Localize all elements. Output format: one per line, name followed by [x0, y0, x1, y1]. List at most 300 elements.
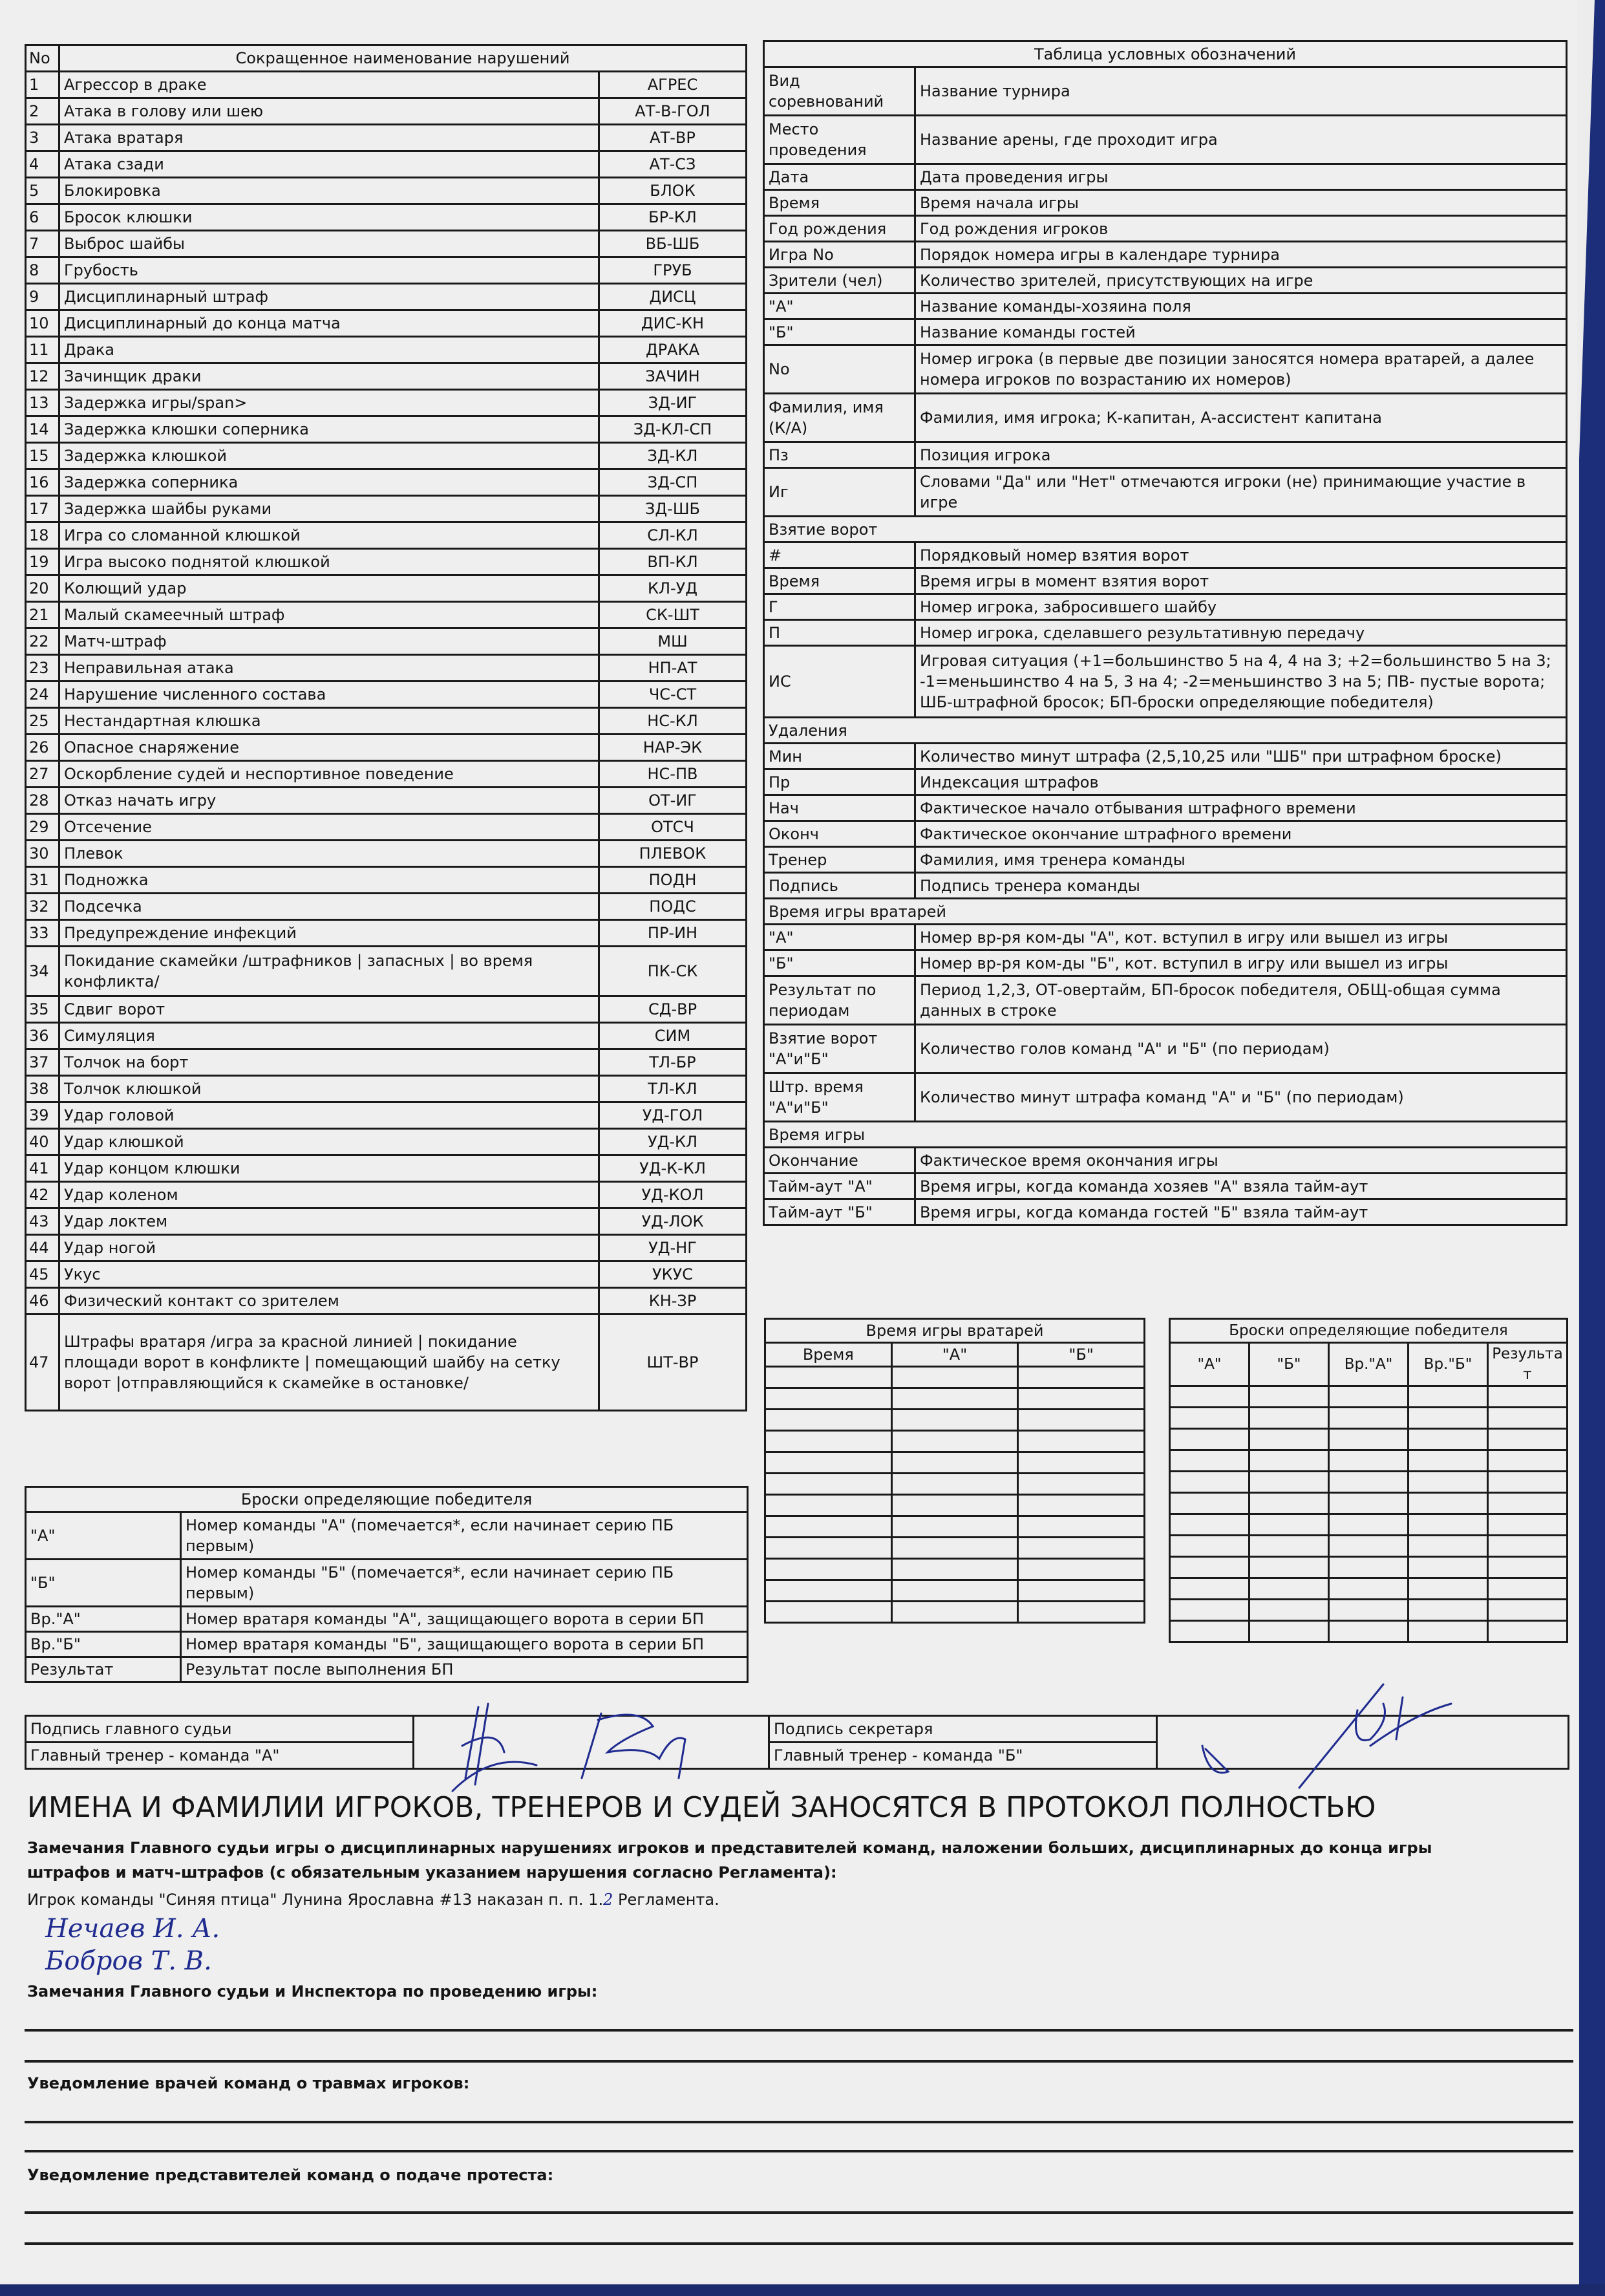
goalie-time-row — [765, 1580, 1145, 1602]
violation-row — [26, 867, 747, 894]
violation-number: 28 — [26, 788, 59, 814]
violation-code: ШТ-ВР — [599, 1314, 747, 1411]
legend-key: Время — [764, 190, 915, 216]
shootout-cell[interactable] — [1170, 1536, 1249, 1557]
disciplinary-text-printed: Игрок команды "Синяя птица" Лунина Ярославна #13 наказан п. п. 1. — [27, 1891, 604, 1909]
violation-number: 29 — [26, 814, 59, 841]
signature-field-referee-coach-a[interactable] — [414, 1716, 769, 1769]
shootout-row — [1170, 1536, 1568, 1557]
violation-code: НС-КЛ — [599, 708, 747, 735]
legend-section-title: Взятие ворот — [764, 517, 1567, 542]
legend-key: "Б" — [764, 950, 915, 976]
legend-row — [764, 847, 1567, 873]
violation-name: Неправильная атака — [59, 655, 599, 681]
violation-number: 12 — [26, 363, 59, 390]
shootout-cell[interactable] — [1408, 1408, 1488, 1429]
legend-value: Фактическое время окончания игры — [915, 1148, 1567, 1174]
shootout-cell[interactable] — [1170, 1408, 1249, 1429]
goalie-time-cell[interactable] — [765, 1367, 892, 1388]
shootout-cell[interactable] — [1249, 1386, 1329, 1408]
goalie-time-cell[interactable] — [891, 1602, 1018, 1623]
injury-notice-line-2[interactable] — [25, 2150, 1573, 2152]
legend-key: Игра No — [764, 242, 915, 268]
legend-row — [764, 1174, 1567, 1199]
legend-row — [764, 394, 1567, 442]
goalie-time-cell[interactable] — [1018, 1538, 1145, 1559]
background-edge — [1579, 0, 1605, 2296]
legend-row — [764, 190, 1567, 216]
shootout-cell[interactable] — [1329, 1472, 1408, 1493]
shootout-grid — [1169, 1318, 1568, 1643]
handwritten-name-2: Бобров Т. В. — [45, 1946, 212, 1976]
violation-name: Задержка соперника — [59, 469, 599, 496]
shootout-cell[interactable] — [1488, 1600, 1568, 1621]
shootout-cell[interactable] — [1249, 1514, 1329, 1536]
goalie-time-cell[interactable] — [1018, 1474, 1145, 1495]
violation-code: АТ-В-ГОЛ — [599, 98, 747, 125]
shootout-cell[interactable] — [1488, 1408, 1568, 1429]
goalie-time-cell[interactable] — [765, 1431, 892, 1452]
legend-key: Тайм-аут "А" — [764, 1174, 915, 1199]
goalie-time-column-header: Время — [765, 1343, 892, 1367]
violation-row — [26, 390, 747, 416]
shootout-cell[interactable] — [1249, 1600, 1329, 1621]
violation-number: 3 — [26, 125, 59, 151]
legend-value: Индексация штрафов — [915, 769, 1567, 795]
goalie-time-cell[interactable] — [891, 1367, 1018, 1388]
goalie-time-cell[interactable] — [1018, 1580, 1145, 1602]
violation-row — [26, 1208, 747, 1235]
legend-value: Время игры в момент взятия ворот — [915, 568, 1567, 594]
shootout-legend-row — [26, 1632, 748, 1657]
violation-name: Атака сзади — [59, 151, 599, 178]
shootout-cell[interactable] — [1249, 1578, 1329, 1600]
violation-row — [26, 788, 747, 814]
shootout-cell[interactable] — [1170, 1386, 1249, 1408]
violation-name: Удар коленом — [59, 1182, 599, 1208]
shootout-cell[interactable] — [1408, 1386, 1488, 1408]
shootout-cell[interactable] — [1408, 1429, 1488, 1450]
shootout-cell[interactable] — [1408, 1493, 1488, 1514]
violation-code: ЗАЧИН — [599, 363, 747, 390]
violation-number: 26 — [26, 735, 59, 761]
shootout-cell[interactable] — [1408, 1536, 1488, 1557]
violations-body — [26, 72, 747, 1411]
shootout-cell[interactable] — [1488, 1386, 1568, 1408]
goalie-time-row — [765, 1516, 1145, 1538]
coach-b-label: Главный тренер - команда "Б" — [769, 1743, 1157, 1769]
violation-name: Опасное снаряжение — [59, 735, 599, 761]
violation-row — [26, 257, 747, 284]
violation-code: ПР-ИН — [599, 920, 747, 947]
shootout-cell[interactable] — [1170, 1600, 1249, 1621]
shootout-cell[interactable] — [1329, 1429, 1408, 1450]
violation-code: ВБ-ШБ — [599, 231, 747, 257]
shootout-cell[interactable] — [1249, 1536, 1329, 1557]
legend-row — [764, 242, 1567, 268]
violation-name: Симуляция — [59, 1023, 599, 1049]
legend-key: Нач — [764, 795, 915, 821]
shootout-cell[interactable] — [1329, 1578, 1408, 1600]
goalie-time-cell[interactable] — [765, 1452, 892, 1474]
violation-name: Драка — [59, 337, 599, 363]
violation-row — [26, 178, 747, 204]
goalie-time-cell[interactable] — [1018, 1452, 1145, 1474]
goalie-time-cell[interactable] — [1018, 1602, 1145, 1623]
violation-row — [26, 72, 747, 98]
violation-row — [26, 416, 747, 443]
goalie-time-cell[interactable] — [765, 1495, 892, 1516]
violation-row — [26, 337, 747, 363]
violation-name: Предупреждение инфекций — [59, 920, 599, 947]
violation-number: 22 — [26, 628, 59, 655]
goalie-time-row — [765, 1474, 1145, 1495]
legend-row — [764, 468, 1567, 517]
violations-table — [25, 44, 747, 1411]
goalie-time-cell[interactable] — [891, 1431, 1018, 1452]
violation-number: 13 — [26, 390, 59, 416]
violation-name: Удар локтем — [59, 1208, 599, 1235]
violation-number: 44 — [26, 1235, 59, 1261]
shootout-cell[interactable] — [1249, 1493, 1329, 1514]
goalie-time-cell[interactable] — [765, 1559, 892, 1580]
legend-value: Игровая ситуация (+1=большинство 5 на 4, 4 на 3; +2=большинство 5 на 3; -1=меньшинство 4 на 5, 3 на 4; -2=меньшинство 3 на 5; ПВ- пустые ворота; ШБ-штрафной бросок; БП-броски определяющие победителя) — [915, 646, 1567, 718]
violation-code: ТЛ-КЛ — [599, 1076, 747, 1102]
violation-row — [26, 1182, 747, 1208]
shootout-row — [1170, 1472, 1568, 1493]
shootout-legend-table — [25, 1486, 749, 1683]
violation-row — [26, 549, 747, 575]
shootout-cell[interactable] — [1488, 1557, 1568, 1578]
violation-code: УД-КОЛ — [599, 1182, 747, 1208]
goalie-time-cell[interactable] — [1018, 1495, 1145, 1516]
shootout-cell[interactable] — [1488, 1450, 1568, 1472]
goalie-time-cell[interactable] — [1018, 1559, 1145, 1580]
shootout-column-header: "Б" — [1249, 1343, 1329, 1386]
shootout-legend-value: Результат после выполнения БП — [181, 1657, 748, 1682]
legend-row — [764, 268, 1567, 294]
violation-number: 16 — [26, 469, 59, 496]
shootout-cell[interactable] — [1408, 1450, 1488, 1472]
goalie-time-cell[interactable] — [765, 1388, 892, 1410]
goalie-time-cell[interactable] — [891, 1388, 1018, 1410]
shootout-cell[interactable] — [1408, 1514, 1488, 1536]
legend-key: Дата — [764, 164, 915, 190]
violation-number: 41 — [26, 1155, 59, 1182]
violation-row — [26, 655, 747, 681]
violation-row — [26, 1261, 747, 1288]
legend-value: Название арены, где проходит игра — [915, 116, 1567, 164]
shootout-cell[interactable] — [1488, 1514, 1568, 1536]
disciplinary-text-handwritten: 2 — [603, 1891, 613, 1909]
inspector-remarks-line-2[interactable] — [25, 2060, 1573, 2063]
violation-name: Задержка игры/span> — [59, 390, 599, 416]
goalie-time-cell[interactable] — [891, 1580, 1018, 1602]
shootout-cell[interactable] — [1488, 1472, 1568, 1493]
shootout-cell[interactable] — [1249, 1408, 1329, 1429]
violation-code: НП-АТ — [599, 655, 747, 681]
violation-code: МШ — [599, 628, 747, 655]
injury-notice-line-1[interactable] — [25, 2121, 1573, 2123]
shootout-cell[interactable] — [1170, 1493, 1249, 1514]
shootout-grid-title: Броски определяющие победителя — [1170, 1319, 1568, 1343]
goalie-time-cell[interactable] — [1018, 1410, 1145, 1431]
legend-key: Фамилия, имя (К/А) — [764, 394, 915, 442]
violation-row — [26, 761, 747, 788]
violation-row — [26, 496, 747, 522]
goalie-time-body — [765, 1367, 1145, 1623]
shootout-cell[interactable] — [1170, 1578, 1249, 1600]
violation-row — [26, 1023, 747, 1049]
shootout-cell[interactable] — [1329, 1514, 1408, 1536]
violation-code: ПЛЕВОК — [599, 841, 747, 867]
violation-code: ВП-КЛ — [599, 549, 747, 575]
legend-row — [764, 216, 1567, 242]
shootout-cell[interactable] — [1329, 1386, 1408, 1408]
shootout-cell[interactable] — [1329, 1536, 1408, 1557]
shootout-cell[interactable] — [1249, 1557, 1329, 1578]
goalie-time-row — [765, 1495, 1145, 1516]
legend-key: Иг — [764, 468, 915, 517]
chief-referee-signature-label: Подпись главного судьи — [26, 1716, 414, 1743]
violation-number: 25 — [26, 708, 59, 735]
shootout-legend-row — [26, 1607, 748, 1632]
shootout-cell[interactable] — [1170, 1429, 1249, 1450]
legend-value: Порядок номера игры в календаре турнира — [915, 242, 1567, 268]
violation-code: ЗД-КЛ-СП — [599, 416, 747, 443]
violation-code: ЗД-КЛ — [599, 443, 747, 469]
shootout-legend-row — [26, 1512, 748, 1560]
shootout-cell[interactable] — [1170, 1514, 1249, 1536]
goalie-time-header-row — [765, 1343, 1145, 1367]
violation-number: 20 — [26, 575, 59, 602]
legend-value: Порядковый номер взятия ворот — [915, 542, 1567, 568]
violation-name: Удар головой — [59, 1102, 599, 1129]
violation-row — [26, 443, 747, 469]
shootout-legend-key: "Б" — [26, 1560, 181, 1607]
legend-value: Фактическое начало отбывания штрафного времени — [915, 795, 1567, 821]
violation-number: 45 — [26, 1261, 59, 1288]
legend-key: Взятие ворот "А"и"Б" — [764, 1025, 915, 1073]
violation-code: АГРЕС — [599, 72, 747, 98]
violation-row — [26, 841, 747, 867]
violation-row — [26, 1129, 747, 1155]
legend-section-title: Время игры — [764, 1122, 1567, 1148]
legend-row — [764, 67, 1567, 116]
legend-row — [764, 116, 1567, 164]
handwritten-name-1: Нечаев И. А. — [45, 1914, 220, 1944]
violation-name: Агрессор в драке — [59, 72, 599, 98]
shootout-column-header: Вр."Б" — [1408, 1343, 1488, 1386]
goalie-time-cell[interactable] — [765, 1474, 892, 1495]
legend-row — [764, 568, 1567, 594]
shootout-cell[interactable] — [1249, 1429, 1329, 1450]
violation-number: 10 — [26, 310, 59, 337]
legend-value: Название команды-хозяина поля — [915, 294, 1567, 319]
shootout-cell[interactable] — [1249, 1621, 1329, 1642]
legend-value: Позиция игрока — [915, 442, 1567, 468]
shootout-cell[interactable] — [1329, 1408, 1408, 1429]
legend-row — [764, 925, 1567, 950]
violation-name: Блокировка — [59, 178, 599, 204]
violation-row — [26, 575, 747, 602]
violation-name: Удар концом клюшки — [59, 1155, 599, 1182]
goalie-time-cell[interactable] — [765, 1602, 892, 1623]
shootout-cell[interactable] — [1170, 1450, 1249, 1472]
violation-row — [26, 469, 747, 496]
violation-row — [26, 125, 747, 151]
legend-key: No — [764, 345, 915, 394]
shootout-cell[interactable] — [1488, 1536, 1568, 1557]
violation-name: Удар клюшкой — [59, 1129, 599, 1155]
goalie-time-cell[interactable] — [891, 1474, 1018, 1495]
violation-number: 19 — [26, 549, 59, 575]
violation-code: ЗД-СП — [599, 469, 747, 496]
shootout-cell[interactable] — [1329, 1621, 1408, 1642]
goalie-time-row — [765, 1388, 1145, 1410]
shootout-cell[interactable] — [1170, 1621, 1249, 1642]
violation-name: Отказ начать игру — [59, 788, 599, 814]
legend-key: Год рождения — [764, 216, 915, 242]
violation-code: ДИС-КН — [599, 310, 747, 337]
shootout-row — [1170, 1493, 1568, 1514]
goalie-time-cell[interactable] — [1018, 1431, 1145, 1452]
legend-value: Количество зрителей, присутствующих на игре — [915, 268, 1567, 294]
inspector-remarks-line-1[interactable] — [25, 2029, 1573, 2032]
violation-code: КЛ-УД — [599, 575, 747, 602]
violation-name: Оскорбление судей и неспортивное поведение — [59, 761, 599, 788]
legend-key: Оконч — [764, 821, 915, 847]
violation-code: БЛОК — [599, 178, 747, 204]
goalie-time-title: Время игры вратарей — [765, 1319, 1145, 1343]
violation-code: ПОДС — [599, 894, 747, 920]
violation-row — [26, 708, 747, 735]
violation-name: Зачинщик драки — [59, 363, 599, 390]
violation-name: Атака вратаря — [59, 125, 599, 151]
shootout-cell[interactable] — [1408, 1600, 1488, 1621]
violation-row — [26, 310, 747, 337]
shootout-body — [1170, 1386, 1568, 1642]
violation-number: 38 — [26, 1076, 59, 1102]
violation-number: 1 — [26, 72, 59, 98]
legend-row — [764, 950, 1567, 976]
legend-section — [764, 899, 1567, 925]
shootout-cell[interactable] — [1170, 1472, 1249, 1493]
violation-row — [26, 522, 747, 549]
protest-notice-line-1[interactable] — [25, 2211, 1573, 2214]
shootout-cell[interactable] — [1249, 1472, 1329, 1493]
violation-code: УД-К-КЛ — [599, 1155, 747, 1182]
goalie-time-cell[interactable] — [1018, 1388, 1145, 1410]
violation-row — [26, 996, 747, 1023]
legend-value: Период 1,2,3, ОТ-овертайм, БП-бросок победителя, ОБЩ-общая сумма данных в строке — [915, 976, 1567, 1025]
legend-row — [764, 164, 1567, 190]
violation-code: АТ-СЗ — [599, 151, 747, 178]
legend-row — [764, 345, 1567, 394]
violation-name: Подножка — [59, 867, 599, 894]
goalie-time-cell[interactable] — [1018, 1516, 1145, 1538]
goalie-time-cell[interactable] — [891, 1495, 1018, 1516]
disciplinary-title-line-2: штрафов и матч-штрафов (с обязательным указанием нарушения согласно Регламента): — [27, 1863, 837, 1882]
shootout-cell[interactable] — [1488, 1429, 1568, 1450]
goalie-time-row — [765, 1602, 1145, 1623]
goalie-time-cell[interactable] — [891, 1410, 1018, 1431]
violation-code: ПОДН — [599, 867, 747, 894]
violation-name: Удар ногой — [59, 1235, 599, 1261]
goalie-time-cell[interactable] — [891, 1452, 1018, 1474]
legend-row — [764, 976, 1567, 1025]
goalie-time-column-header: "Б" — [1018, 1343, 1145, 1367]
shootout-row — [1170, 1557, 1568, 1578]
violation-row — [26, 363, 747, 390]
goalie-time-cell[interactable] — [765, 1410, 892, 1431]
shootout-cell[interactable] — [1249, 1450, 1329, 1472]
legend-row — [764, 442, 1567, 468]
legend-value: Номер вр-ря ком-ды "А", кот. вступил в игру или вышел из игры — [915, 925, 1567, 950]
shootout-cell[interactable] — [1329, 1557, 1408, 1578]
goalie-time-cell[interactable] — [765, 1538, 892, 1559]
violation-code: ЗД-ШБ — [599, 496, 747, 522]
shootout-cell[interactable] — [1488, 1493, 1568, 1514]
legend-value: Номер вр-ря ком-ды "Б", кот. вступил в игру или вышел из игры — [915, 950, 1567, 976]
goalie-time-cell[interactable] — [765, 1580, 892, 1602]
legend-key: Штр. время "А"и"Б" — [764, 1073, 915, 1122]
protest-notice-line-2[interactable] — [25, 2242, 1573, 2245]
shootout-cell[interactable] — [1408, 1621, 1488, 1642]
shootout-legend-value: Номер вратаря команды "Б", защищающего ворота в серии БП — [181, 1632, 748, 1657]
legend-row — [764, 594, 1567, 620]
shootout-cell[interactable] — [1329, 1450, 1408, 1472]
violation-row — [26, 1155, 747, 1182]
legend-value: Дата проведения игры — [915, 164, 1567, 190]
violation-number: 18 — [26, 522, 59, 549]
violation-name: Физический контакт со зрителем — [59, 1288, 599, 1314]
shootout-cell[interactable] — [1408, 1578, 1488, 1600]
legend-key: Подпись — [764, 873, 915, 899]
shootout-header-row — [1170, 1343, 1568, 1386]
shootout-cell[interactable] — [1408, 1557, 1488, 1578]
signature-field-secretary-coach-b[interactable] — [1157, 1716, 1569, 1769]
shootout-cell[interactable] — [1408, 1472, 1488, 1493]
shootout-cell[interactable] — [1488, 1621, 1568, 1642]
violation-number: 42 — [26, 1182, 59, 1208]
goalie-time-cell[interactable] — [891, 1559, 1018, 1580]
violation-code: УД-НГ — [599, 1235, 747, 1261]
shootout-cell[interactable] — [1170, 1557, 1249, 1578]
violation-code: ДРАКА — [599, 337, 747, 363]
violation-row — [26, 1102, 747, 1129]
shootout-cell[interactable] — [1329, 1493, 1408, 1514]
shootout-cell[interactable] — [1329, 1600, 1408, 1621]
violation-code: ЗД-ИГ — [599, 390, 747, 416]
shootout-column-header: Результат — [1488, 1343, 1568, 1386]
shootout-row — [1170, 1621, 1568, 1642]
goalie-time-cell[interactable] — [765, 1516, 892, 1538]
goalie-time-cell[interactable] — [891, 1538, 1018, 1559]
goalie-time-cell[interactable] — [891, 1516, 1018, 1538]
goalie-time-cell[interactable] — [1018, 1367, 1145, 1388]
shootout-legend-value: Номер вратаря команды "А", защищающего ворота в серии БП — [181, 1607, 748, 1632]
violation-name: Нарушение численного состава — [59, 681, 599, 708]
violation-name: Подсечка — [59, 894, 599, 920]
legend-value: Название турнира — [915, 67, 1567, 116]
violation-name: Атака в голову или шею — [59, 98, 599, 125]
shootout-legend-value: Номер команды "Б" (помечается*, если начинает серию ПБ первым) — [181, 1560, 748, 1607]
disciplinary-text — [27, 1889, 719, 1910]
goalie-time-grid — [764, 1318, 1145, 1624]
violations-header-no: No — [26, 45, 59, 72]
shootout-cell[interactable] — [1488, 1578, 1568, 1600]
